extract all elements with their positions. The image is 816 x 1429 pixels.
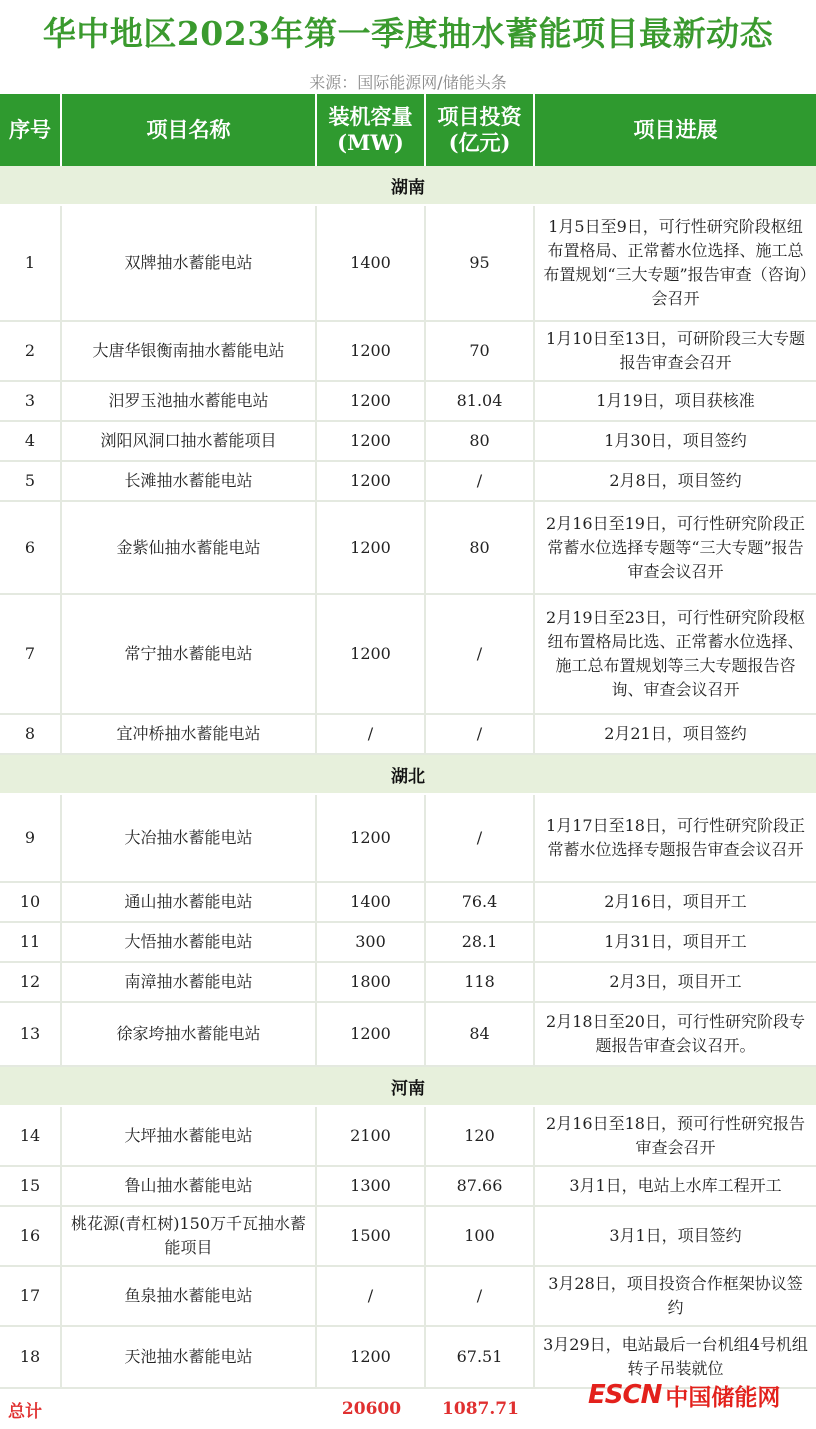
region-row: 河南 bbox=[0, 1067, 816, 1107]
cell-capacity: / bbox=[317, 715, 426, 753]
cell-name: 鲁山抽水蓄能电站 bbox=[62, 1167, 317, 1205]
cell-investment: 87.66 bbox=[426, 1167, 535, 1205]
cell-capacity: 1200 bbox=[317, 1327, 426, 1387]
cell-name: 通山抽水蓄能电站 bbox=[62, 883, 317, 921]
cell-investment: / bbox=[426, 595, 535, 713]
cell-progress: 2月16日，项目开工 bbox=[604, 892, 747, 911]
cell-progress: 2月21日，项目签约 bbox=[604, 724, 747, 743]
cell-investment: 120 bbox=[426, 1107, 535, 1165]
cell-no: 15 bbox=[0, 1167, 62, 1205]
cell-no: 13 bbox=[0, 1003, 62, 1065]
cell-progress: 1月10日至13日，可研阶段三大专题报告审查会召开 bbox=[546, 329, 805, 372]
logo-text-en: ESCN bbox=[588, 1380, 662, 1410]
header-no: 序号 bbox=[0, 94, 62, 166]
cell-progress: 2月8日，项目签约 bbox=[609, 471, 742, 490]
cell-no: 1 bbox=[0, 206, 62, 320]
cell-progress: 2月16日至19日，可行性研究阶段正常蓄水位选择专题等“三大专题”报告审查会议召开 bbox=[546, 513, 805, 581]
cell-capacity: 1800 bbox=[317, 963, 426, 1001]
cell-progress: 1月5日至9日，可行性研究阶段枢纽布置格局、正常蓄水位选择、施工总布置规划“三大专题”报告审查（咨询）会召开 bbox=[543, 217, 808, 308]
cell-investment: 67.51 bbox=[426, 1327, 535, 1387]
cell-no: 4 bbox=[0, 422, 62, 460]
cell-no: 16 bbox=[0, 1207, 62, 1265]
cell-no: 8 bbox=[0, 715, 62, 753]
cell-name: 金紫仙抽水蓄能电站 bbox=[62, 502, 317, 593]
table-row bbox=[0, 1107, 816, 1167]
cell-investment: 84 bbox=[426, 1003, 535, 1065]
cell-no: 2 bbox=[0, 322, 62, 380]
table-row bbox=[0, 1003, 816, 1067]
header-capacity: 装机容量(MW) bbox=[317, 94, 426, 166]
cell-name: 常宁抽水蓄能电站 bbox=[62, 595, 317, 713]
table-row bbox=[0, 322, 816, 382]
cell-investment: / bbox=[426, 795, 535, 881]
cell-no: 18 bbox=[0, 1327, 62, 1387]
table-row bbox=[0, 923, 816, 963]
table-row bbox=[0, 502, 816, 595]
cell-name: 浏阳风洞口抽水蓄能项目 bbox=[62, 422, 317, 460]
cell-no: 9 bbox=[0, 795, 62, 881]
header-name: 项目名称 bbox=[62, 94, 317, 166]
table-row bbox=[0, 382, 816, 422]
cell-progress: 2月19日至23日，可行性研究阶段枢纽布置格局比选、正常蓄水位选择、施工总布置规划等三大专题报告咨询、审查会议召开 bbox=[546, 608, 805, 699]
cell-investment: 76.4 bbox=[426, 883, 535, 921]
cell-progress: 3月28日，项目投资合作框架协议签约 bbox=[548, 1274, 803, 1317]
page-title: 华中地区2023年第一季度抽水蓄能项目最新动态 bbox=[42, 14, 774, 53]
cell-capacity: 1200 bbox=[317, 502, 426, 593]
table-row bbox=[0, 1267, 816, 1327]
table-row bbox=[0, 462, 816, 502]
cell-name: 大唐华银衡南抽水蓄能电站 bbox=[62, 322, 317, 380]
cell-no: 3 bbox=[0, 382, 62, 420]
cell-investment: 81.04 bbox=[426, 382, 535, 420]
cell-capacity: 1200 bbox=[317, 462, 426, 500]
cell-no: 10 bbox=[0, 883, 62, 921]
cell-no: 14 bbox=[0, 1107, 62, 1165]
total-investment: 1087.71 bbox=[442, 1399, 519, 1419]
cell-capacity: 1200 bbox=[317, 795, 426, 881]
cell-name: 双牌抽水蓄能电站 bbox=[62, 206, 317, 320]
cell-progress: 3月29日，电站最后一台机组4号机组转子吊装就位 bbox=[543, 1335, 808, 1378]
cell-progress: 1月31日，项目开工 bbox=[604, 932, 747, 951]
cell-capacity: 1500 bbox=[317, 1207, 426, 1265]
cell-investment: / bbox=[426, 462, 535, 500]
total-capacity: 20600 bbox=[341, 1399, 402, 1419]
cell-no: 17 bbox=[0, 1267, 62, 1325]
cell-name: 汨罗玉池抽水蓄能电站 bbox=[62, 382, 317, 420]
cell-investment: 28.1 bbox=[426, 923, 535, 961]
logo-text-cn: 中国储能网 bbox=[665, 1384, 781, 1411]
table-row bbox=[0, 795, 816, 883]
cell-progress: 1月19日，项目获核准 bbox=[596, 391, 755, 410]
cell-progress: 3月1日，电站上水库工程开工 bbox=[569, 1176, 782, 1195]
header-progress: 项目进展 bbox=[535, 94, 816, 166]
cell-name: 大坪抽水蓄能电站 bbox=[62, 1107, 317, 1165]
cell-investment: 100 bbox=[426, 1207, 535, 1265]
total-empty bbox=[62, 1389, 317, 1429]
cell-progress: 1月17日至18日，可行性研究阶段正常蓄水位选择专题报告审查会议召开 bbox=[546, 816, 805, 859]
cell-no: 12 bbox=[0, 963, 62, 1001]
cell-investment: / bbox=[426, 1267, 535, 1325]
cell-capacity: / bbox=[317, 1267, 426, 1325]
cell-progress: 2月3日，项目开工 bbox=[609, 972, 742, 991]
cell-progress: 3月1日，项目签约 bbox=[609, 1226, 742, 1245]
cell-capacity: 1200 bbox=[317, 1003, 426, 1065]
cell-capacity: 1200 bbox=[317, 322, 426, 380]
cell-investment: 70 bbox=[426, 322, 535, 380]
region-row: 湖南 bbox=[0, 166, 816, 206]
cell-progress: 2月18日至20日，可行性研究阶段专题报告审查会议召开。 bbox=[546, 1012, 805, 1055]
cell-capacity: 1200 bbox=[317, 382, 426, 420]
cell-investment: 95 bbox=[426, 206, 535, 320]
source-caption: 来源：国际能源网/储能头条 bbox=[309, 73, 507, 92]
cell-investment: 80 bbox=[426, 502, 535, 593]
cell-no: 11 bbox=[0, 923, 62, 961]
cell-name: 鱼泉抽水蓄能电站 bbox=[62, 1267, 317, 1325]
cell-name: 南漳抽水蓄能电站 bbox=[62, 963, 317, 1001]
header-investment: 项目投资(亿元) bbox=[426, 94, 535, 166]
table-row bbox=[0, 206, 816, 322]
cell-no: 5 bbox=[0, 462, 62, 500]
cell-capacity: 1400 bbox=[317, 206, 426, 320]
cell-no: 7 bbox=[0, 595, 62, 713]
table-row bbox=[0, 963, 816, 1003]
cell-progress: 2月16日至18日，预可行性研究报告审查会召开 bbox=[546, 1114, 805, 1157]
cell-name: 大冶抽水蓄能电站 bbox=[62, 795, 317, 881]
table-header bbox=[0, 94, 816, 166]
table-row bbox=[0, 595, 816, 715]
cell-investment: / bbox=[426, 715, 535, 753]
table-row bbox=[0, 1207, 816, 1267]
total-label: 总计 bbox=[8, 1401, 42, 1422]
cell-capacity: 1300 bbox=[317, 1167, 426, 1205]
cell-capacity: 1400 bbox=[317, 883, 426, 921]
table-row bbox=[0, 1167, 816, 1207]
escn-logo bbox=[588, 1379, 810, 1411]
cell-investment: 80 bbox=[426, 422, 535, 460]
cell-progress: 1月30日，项目签约 bbox=[604, 431, 747, 450]
table-row bbox=[0, 883, 816, 923]
cell-name: 桃花源(青杠树)150万千瓦抽水蓄能项目 bbox=[62, 1207, 317, 1265]
cell-no: 6 bbox=[0, 502, 62, 593]
cell-name: 宜冲桥抽水蓄能电站 bbox=[62, 715, 317, 753]
cell-name: 徐家垮抽水蓄能电站 bbox=[62, 1003, 317, 1065]
cell-capacity: 2100 bbox=[317, 1107, 426, 1165]
region-row: 湖北 bbox=[0, 755, 816, 795]
table-row bbox=[0, 715, 816, 755]
cell-name: 大悟抽水蓄能电站 bbox=[62, 923, 317, 961]
cell-name: 天池抽水蓄能电站 bbox=[62, 1327, 317, 1387]
projects-table bbox=[0, 94, 816, 1429]
cell-capacity: 1200 bbox=[317, 595, 426, 713]
cell-investment: 118 bbox=[426, 963, 535, 1001]
cell-capacity: 300 bbox=[317, 923, 426, 961]
table-row bbox=[0, 422, 816, 462]
cell-capacity: 1200 bbox=[317, 422, 426, 460]
cell-name: 长滩抽水蓄能电站 bbox=[62, 462, 317, 500]
